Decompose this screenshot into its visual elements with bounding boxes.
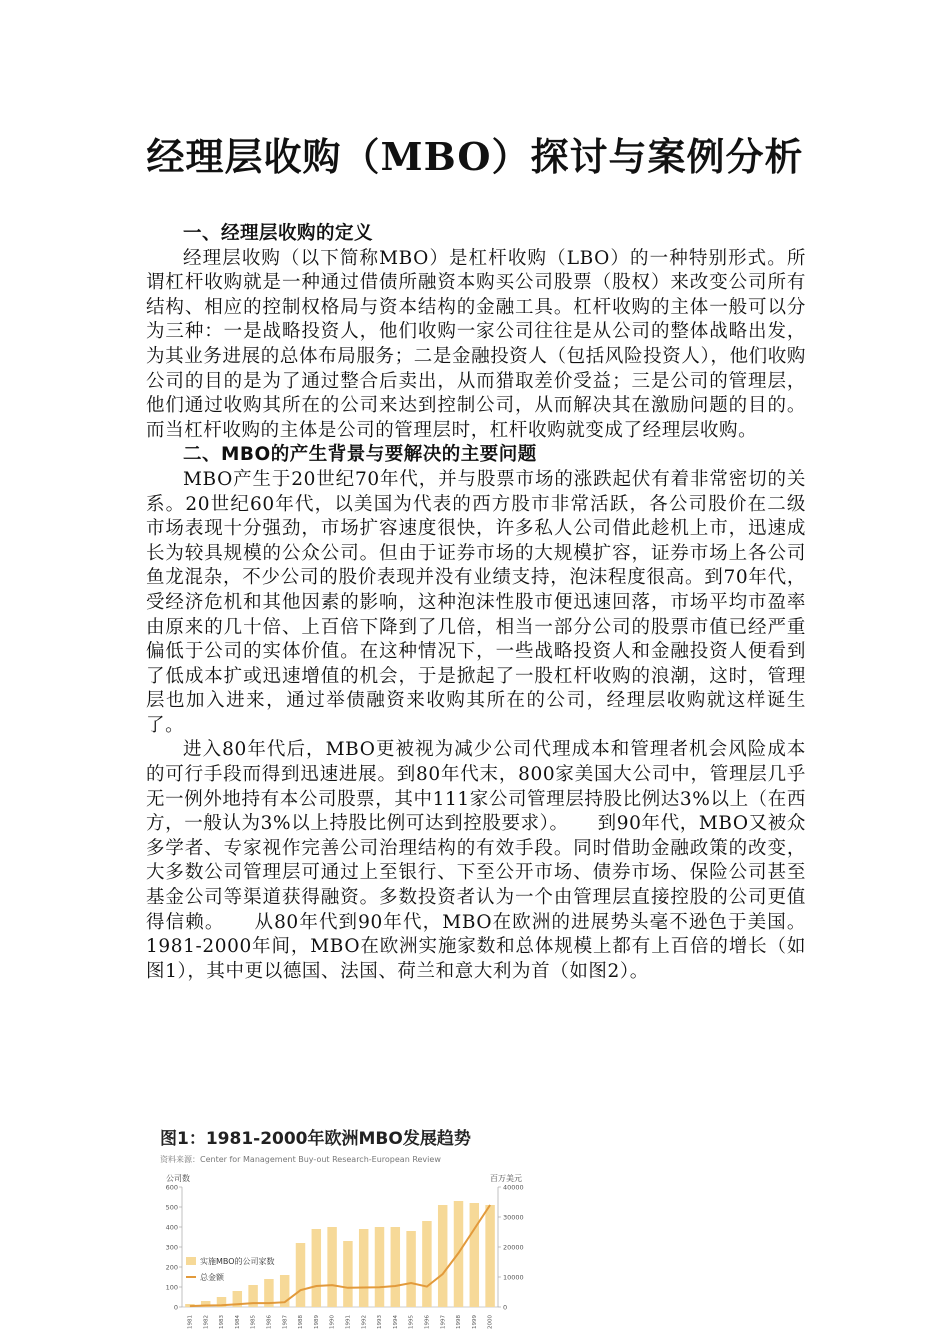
left-tick-label: 100	[165, 1283, 178, 1292]
bar-1993	[375, 1227, 384, 1307]
bar-1992	[359, 1229, 368, 1307]
x-tick-label: 1984	[234, 1315, 241, 1329]
x-tick-label: 1998	[456, 1315, 463, 1329]
x-tick-label: 1989	[313, 1315, 320, 1329]
bar-1994	[391, 1227, 400, 1307]
paragraph-1: 经理层收购（以下简称MBO）是杠杆收购（LBO）的一种特别形式。所谓杠杆收购就是一种通过借债所融资本购买公司股票（股权）来改变公司所有结构、相应的控制权格局与资本结构的金融工具。杠杆收购的主体一般可以分为三种：一是战略投资人，他们收购一家公司往往是从公司的整体战略出发，为其业务进展的总体布局服务；二是金融投资人（包括风险投资人），他们收购公司的目的是为了通过整合后卖出，从而猎取差价受益；三是公司的管理层，他们通过收购其所在的公司来达到控制公司，从而解决其在激励问题的目的。而当杠杆收购的主体是公司的管理层时，杠杆收购就变成了经理层收购。	[146, 247, 806, 441]
bar-1988	[296, 1243, 305, 1307]
x-tick-label: 1996	[424, 1315, 431, 1329]
paragraph-3: 进入80年代后，MBO更被视为减少公司代理成本和管理者机会风险成本的可行手段而得到迅速进展。到80年代末，800家美国大公司中，管理层几乎无一例外地持有本公司股票，其中111家公司管理层持股比例达3%以上（在西方，一般认为3%以上持股比例可达到控股要求）。 到90年代，MBO又被众多学者、专家视作完善公司治理结构的有效手段。同时借助金融政策的改变，大多数公司管理层可通过上至银行、下至公开市场、债券市场、保险公司甚至基金公司等渠道获得融资。多数投资者认为一个由管理层直接控股的公司更值得信赖。 从80年代到90年代，MBO在欧洲的进展势头毫不逊色于美国。1981-2000年间，MBO在欧洲实施家数和总体规模上都有上百倍的增长（如图1），其中更以德国、法国、荷兰和意大利为首（如图2）。	[146, 739, 806, 982]
bar-1996	[422, 1221, 431, 1307]
x-tick-label: 1983	[219, 1315, 226, 1329]
document-body	[146, 222, 806, 984]
x-tick-label: 1993	[377, 1315, 384, 1329]
figure-source: 资料来源：Center for Management Buy-out Research-European Review	[160, 1155, 441, 1164]
left-tick-label: 200	[165, 1263, 178, 1272]
document-title: 经理层收购（MBO）探讨与案例分析	[146, 134, 804, 179]
left-tick-label: 400	[165, 1223, 178, 1232]
section-heading-1: 一、经理层收购的定义	[183, 223, 374, 244]
right-tick-label: 20000	[503, 1243, 524, 1252]
figure-title: 图1：1981-2000年欧洲MBO发展趋势	[160, 1129, 471, 1149]
bar-1989	[312, 1229, 321, 1307]
mbo-trend-chart	[160, 1167, 540, 1335]
figure-1	[160, 1128, 540, 1338]
x-tick-label: 1981	[187, 1315, 194, 1329]
right-tick-label: 40000	[503, 1183, 524, 1192]
x-tick-label: 1997	[440, 1315, 447, 1329]
legend-bar-label: 实施MBO的公司家数	[200, 1257, 275, 1266]
bar-1995	[406, 1231, 415, 1307]
right-tick-label: 30000	[503, 1213, 524, 1222]
x-tick-label: 1982	[203, 1315, 210, 1329]
left-tick-label: 0	[173, 1303, 178, 1312]
left-tick-label: 300	[165, 1243, 178, 1252]
x-tick-label: 1986	[266, 1315, 273, 1329]
x-tick-label: 1994	[392, 1315, 399, 1329]
left-tick-label: 500	[165, 1203, 178, 1212]
bar-2000	[485, 1205, 494, 1307]
chart-legend	[186, 1256, 275, 1282]
x-tick-label: 1991	[345, 1315, 352, 1329]
left-tick-label: 600	[165, 1183, 178, 1192]
x-tick-label: 1992	[361, 1315, 368, 1329]
bar-1997	[438, 1205, 447, 1307]
x-tick-label: 1988	[298, 1315, 305, 1329]
bar-1991	[343, 1241, 352, 1307]
paragraph-2: MBO产生于20世纪70年代，并与股票市场的涨跌起伏有着非常密切的关系。20世纪60年代，以美国为代表的西方股市非常活跃，各公司股价在二级市场表现十分强劲，市场扩容速度很快，许多私人公司借此趁机上市，迅速成长为较具规模的公众公司。但由于证券市场的大规模扩容，证券市场上各公司鱼龙混杂，不少公司的股价表现并没有业绩支持，泡沫程度很高。到70年代，受经济危机和其他因素的影响，这种泡沫性股市便迅速回落，市场平均市盈率由原来的几十倍、上百倍下降到了几倍，相当一部分公司的股票市值已经严重偏低于公司的实体价值。在这种情况下，一些战略投资人和金融投资人便看到了低成本扩或迅速增值的机会，于是掀起了一股杠杆收购的浪潮，这时，管理层也加入进来，通过举债融资来收购其所在的公司，经理层收购就这样诞生了。	[146, 468, 806, 736]
x-tick-label: 1987	[282, 1315, 289, 1329]
legend-line-label: 总金额	[200, 1273, 224, 1282]
x-tick-label: 1995	[408, 1315, 415, 1329]
x-tick-label: 1990	[329, 1315, 336, 1329]
section-heading-2: 二、MBO的产生背景与要解决的主要问题	[183, 444, 537, 466]
bar-1990	[327, 1227, 336, 1307]
right-axis-label: 百万美元	[490, 1174, 522, 1183]
x-tick-label: 1985	[250, 1315, 257, 1329]
legend-bar-swatch	[186, 1257, 196, 1265]
x-tick-label: 1999	[471, 1315, 478, 1329]
right-tick-label: 0	[503, 1303, 508, 1312]
x-tick-label: 2000	[487, 1315, 494, 1329]
right-tick-label: 10000	[503, 1273, 524, 1282]
left-axis-label: 公司数	[166, 1174, 190, 1183]
bar-1999	[470, 1203, 479, 1307]
